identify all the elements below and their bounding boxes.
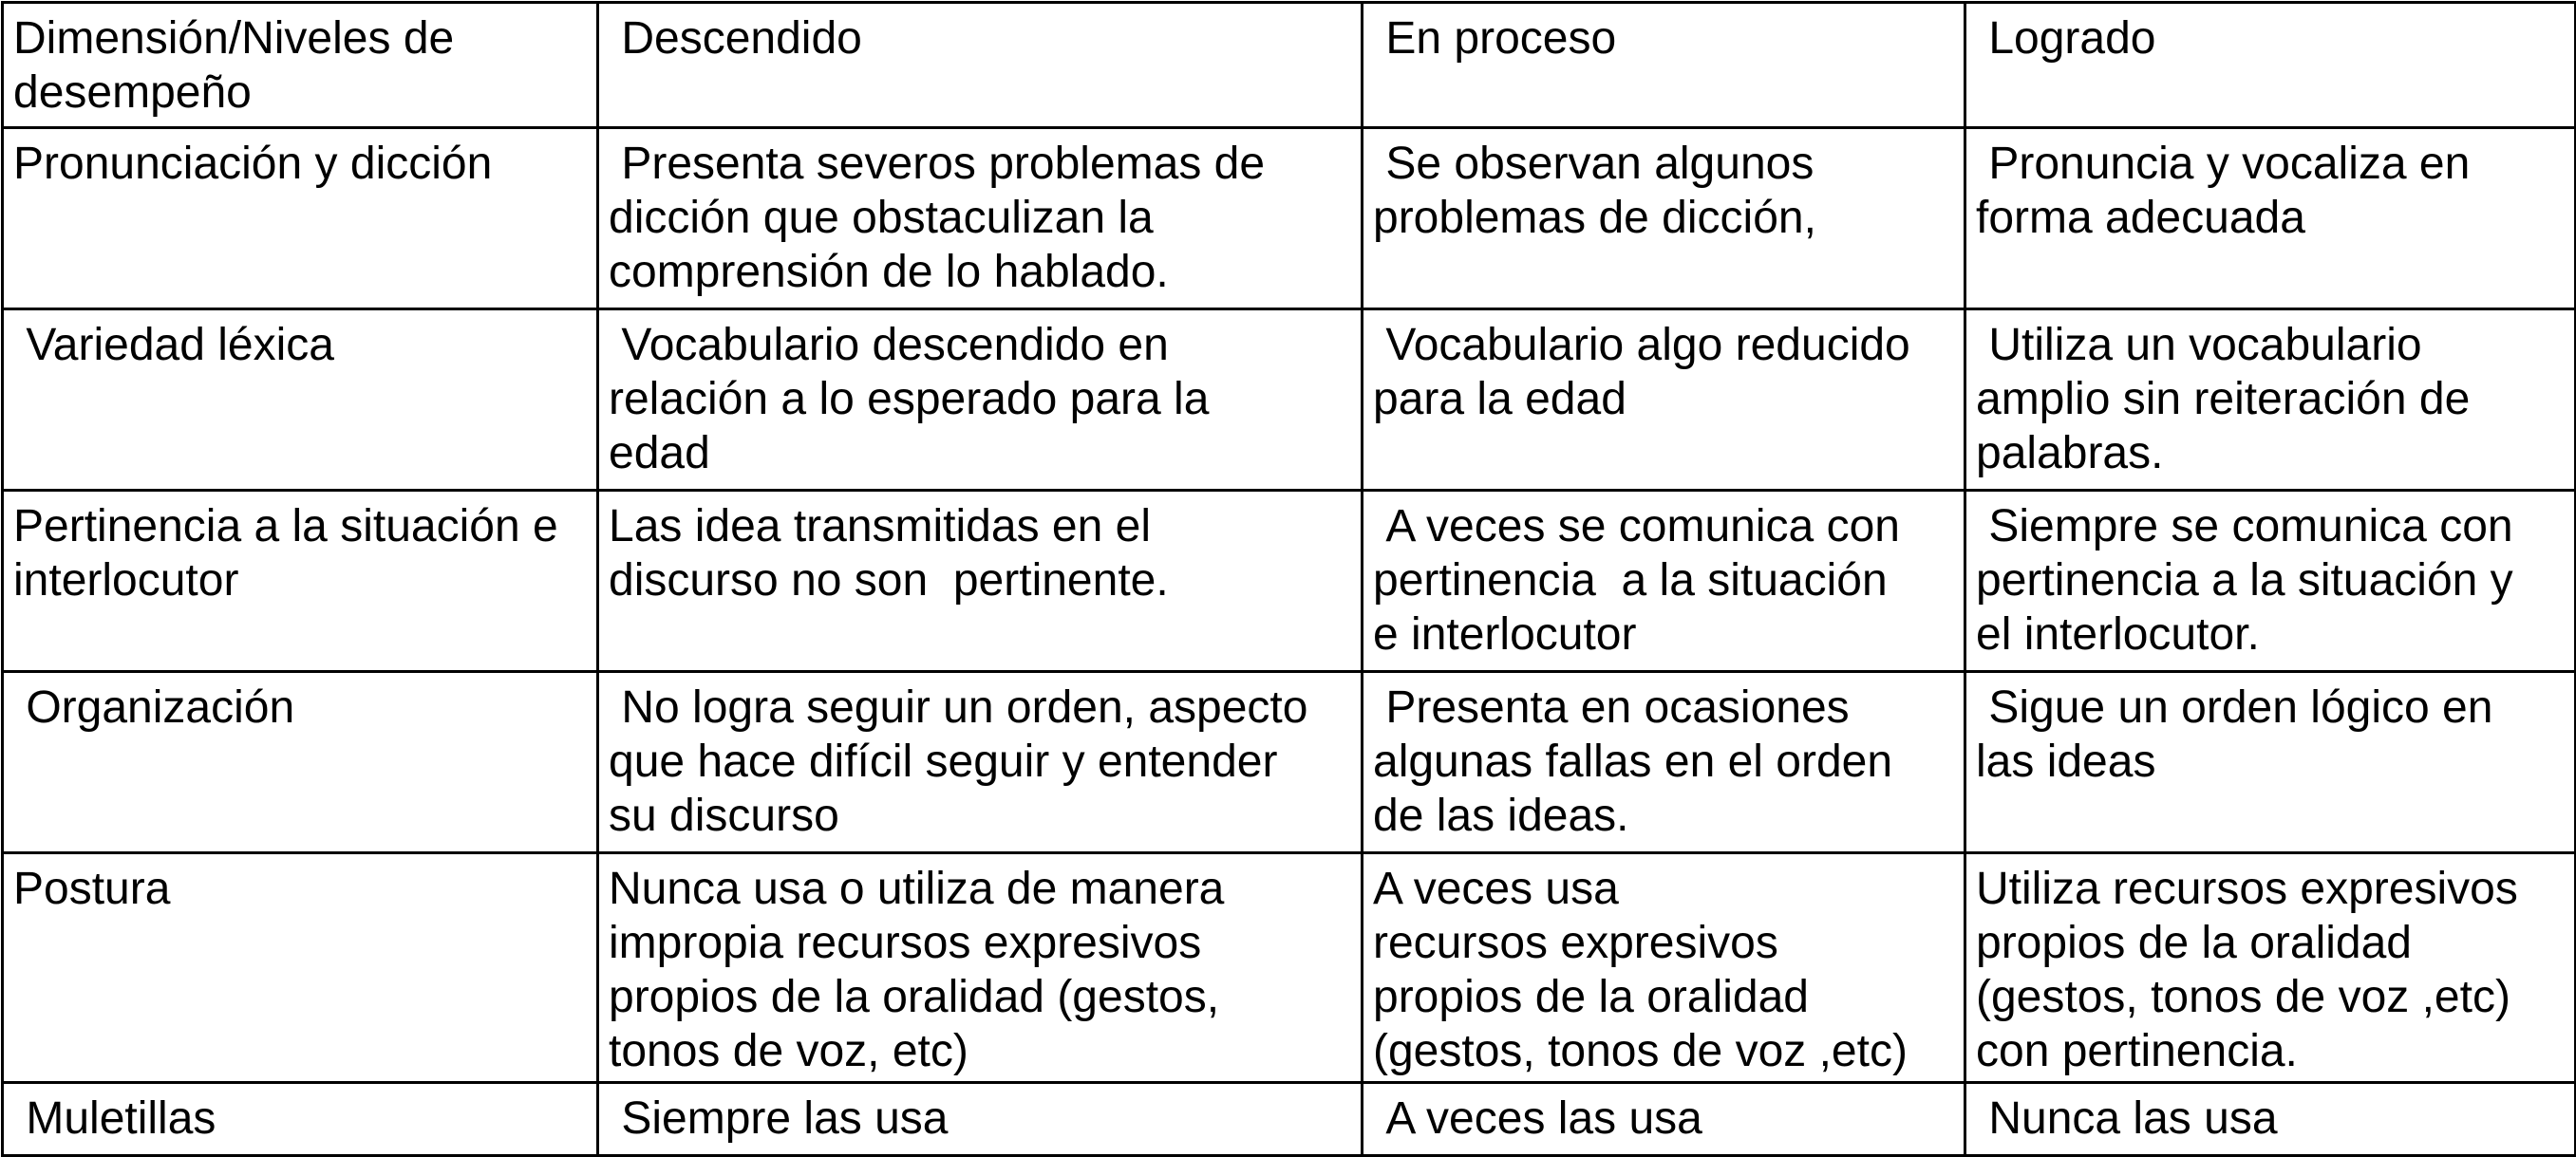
descendido-cell: Las idea transmitidas en el discurso no son pertinente. <box>598 491 1363 672</box>
dimension-cell: Pronunciación y dicción <box>3 128 598 309</box>
en-proceso-cell: A veces las usa <box>1363 1083 1965 1156</box>
descendido-cell: Presenta severos problemas de dicción que obstaculizan la comprensión de lo hablado. <box>598 128 1363 309</box>
logrado-cell: Pronuncia y vocaliza en forma adecuada <box>1965 128 2576 309</box>
rubric-table <box>1 1 2576 1157</box>
header-cell-descendido: Descendido <box>598 3 1363 128</box>
logrado-cell: Siempre se comunica con pertinencia a la situación y el interlocutor. <box>1965 491 2576 672</box>
en-proceso-cell: A veces usa recursos expresivos propios de la oralidad (gestos, tonos de voz ,etc) <box>1363 853 1965 1083</box>
descendido-cell: Siempre las usa <box>598 1083 1363 1156</box>
dimension-cell: Muletillas <box>3 1083 598 1156</box>
descendido-cell: Vocabulario descendido en relación a lo esperado para la edad <box>598 309 1363 491</box>
descendido-cell: No logra seguir un orden, aspecto que hace difícil seguir y entender su discurso <box>598 672 1363 853</box>
header-cell-en-proceso: En proceso <box>1363 3 1965 128</box>
en-proceso-cell: Vocabulario algo reducido para la edad <box>1363 309 1965 491</box>
table-row <box>3 672 2576 853</box>
header-cell-logrado: Logrado <box>1965 3 2576 128</box>
descendido-cell: Nunca usa o utiliza de manera impropia recursos expresivos propios de la oralidad (gestos, tonos de voz, etc) <box>598 853 1363 1083</box>
logrado-cell: Sigue un orden lógico en las ideas <box>1965 672 2576 853</box>
en-proceso-cell: Se observan algunos problemas de dicción, <box>1363 128 1965 309</box>
table-row <box>3 491 2576 672</box>
table-row <box>3 128 2576 309</box>
dimension-cell: Variedad léxica <box>3 309 598 491</box>
dimension-cell: Organización <box>3 672 598 853</box>
logrado-cell: Nunca las usa <box>1965 1083 2576 1156</box>
header-cell-dimension: Dimensión/Niveles de desempeño <box>3 3 598 128</box>
dimension-cell: Postura <box>3 853 598 1083</box>
table-row <box>3 309 2576 491</box>
dimension-cell: Pertinencia a la situación e interlocutor <box>3 491 598 672</box>
table-row <box>3 853 2576 1083</box>
en-proceso-cell: Presenta en ocasiones algunas fallas en el orden de las ideas. <box>1363 672 1965 853</box>
logrado-cell: Utiliza un vocabulario amplio sin reiteración de palabras. <box>1965 309 2576 491</box>
logrado-cell: Utiliza recursos expresivos propios de la oralidad (gestos, tonos de voz ,etc) con pertinencia. <box>1965 853 2576 1083</box>
table-row <box>3 1083 2576 1156</box>
header-row <box>3 3 2576 128</box>
en-proceso-cell: A veces se comunica con pertinencia a la situación e interlocutor <box>1363 491 1965 672</box>
